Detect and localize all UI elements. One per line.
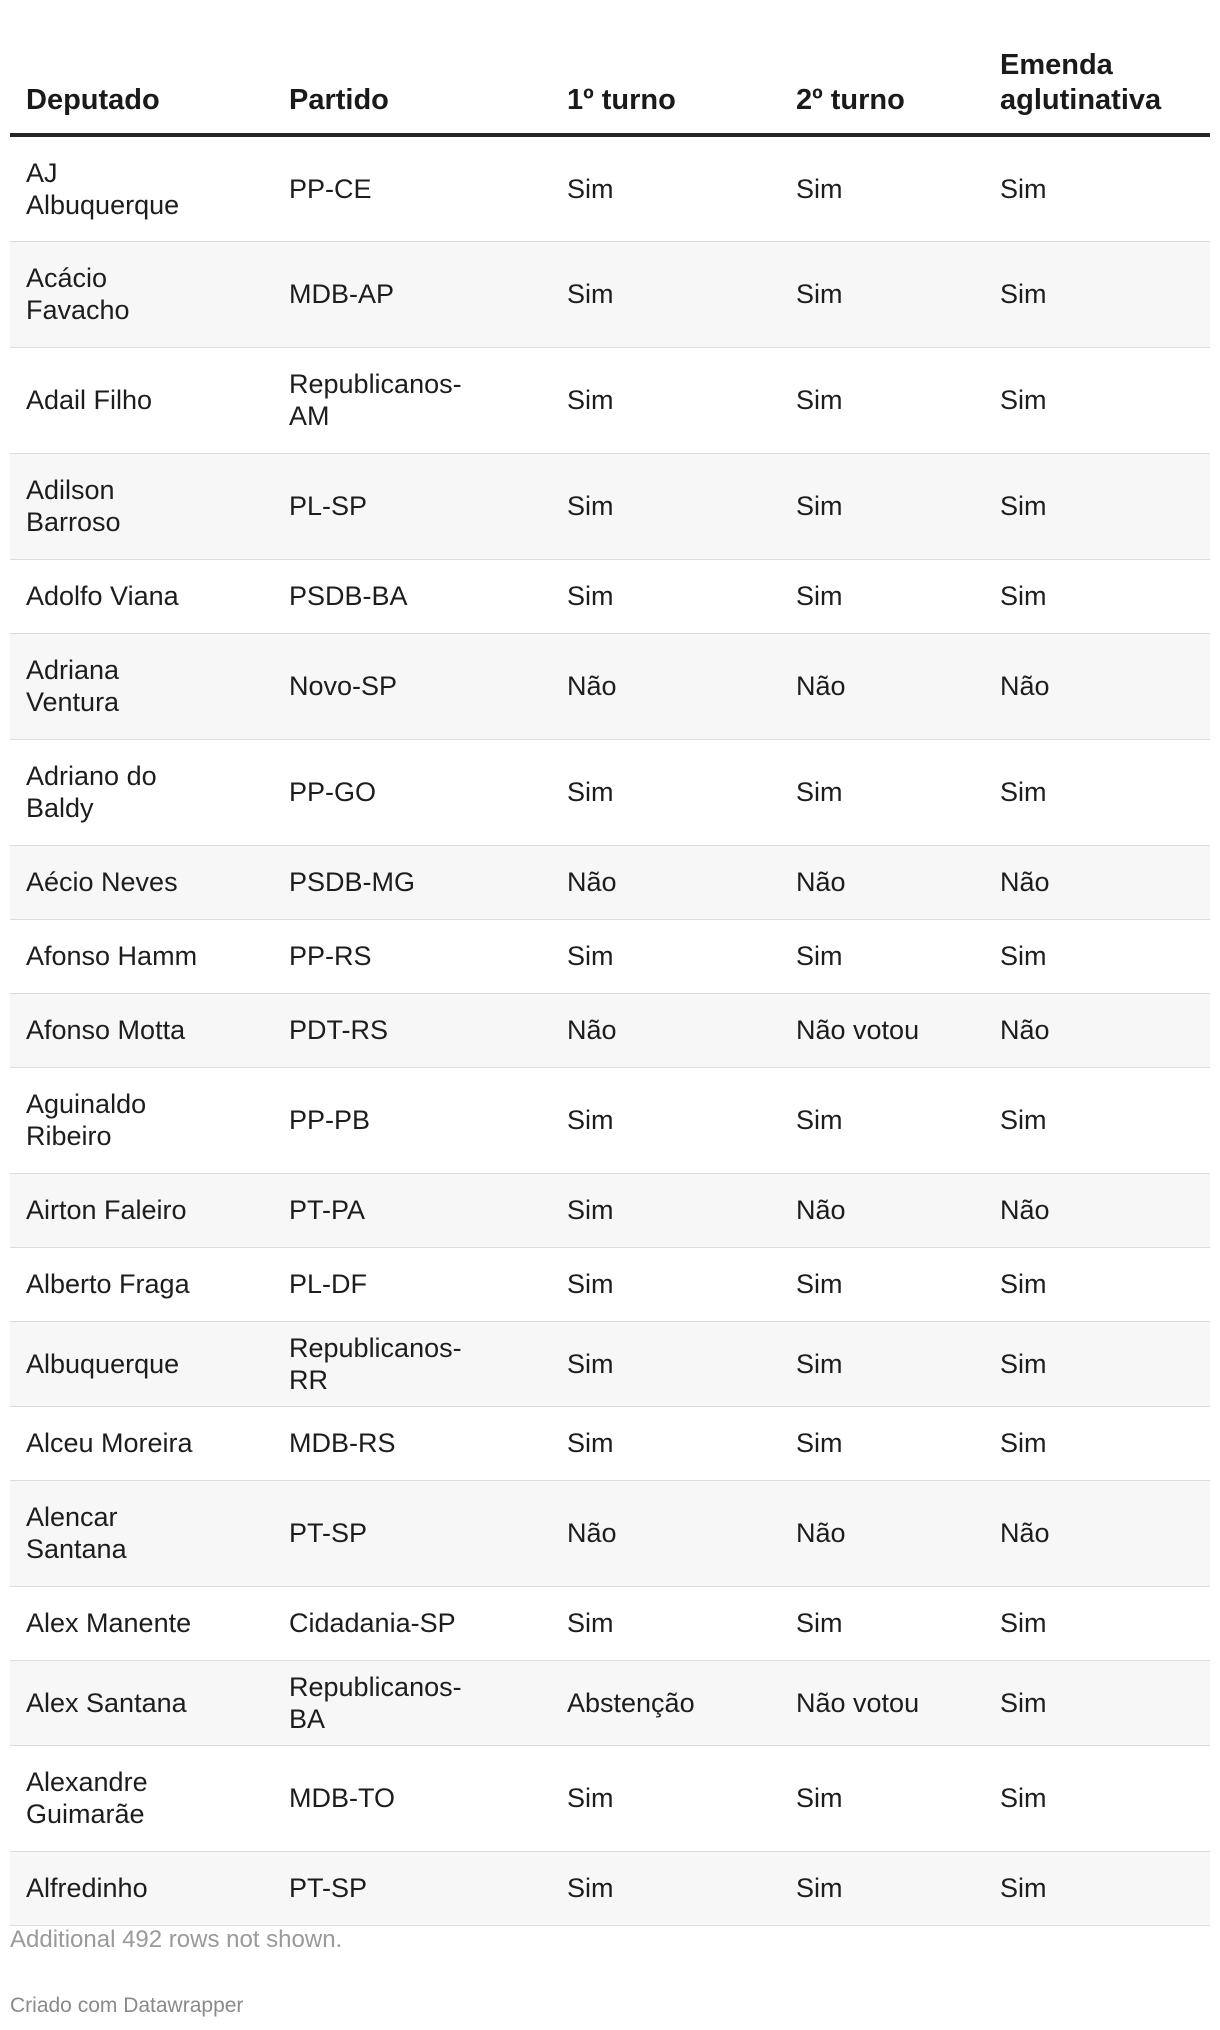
column-header-1-turno[interactable]: 1º turno — [551, 40, 780, 135]
table-row — [10, 993, 1210, 1067]
cell-emenda-aglutinativa: Sim — [984, 1586, 1210, 1660]
cell-primeiro-turno: Sim — [551, 559, 780, 633]
cell-partido: PSDB-MG — [273, 845, 551, 919]
table-row — [10, 559, 1210, 633]
cell-primeiro-turno: Não — [551, 993, 780, 1067]
table-row — [10, 739, 1210, 845]
cell-deputado: Aguinaldo Ribeiro — [10, 1067, 273, 1173]
cell-emenda-aglutinativa: Sim — [984, 135, 1210, 241]
column-header-emenda-aglutinativa[interactable]: Emenda aglutinativa — [984, 40, 1210, 135]
table-row — [10, 845, 1210, 919]
cell-primeiro-turno: Sim — [551, 1321, 780, 1406]
cell-emenda-aglutinativa: Sim — [984, 559, 1210, 633]
table-row — [10, 1660, 1210, 1745]
cell-partido: PT-PA — [273, 1173, 551, 1247]
cell-primeiro-turno: Sim — [551, 1745, 780, 1851]
table-row — [10, 633, 1210, 739]
cell-primeiro-turno: Sim — [551, 1247, 780, 1321]
cell-segundo-turno: Sim — [780, 1586, 984, 1660]
cell-emenda-aglutinativa: Sim — [984, 1745, 1210, 1851]
cell-emenda-aglutinativa: Não — [984, 1173, 1210, 1247]
cell-deputado: Adail Filho — [10, 347, 273, 453]
cell-primeiro-turno: Sim — [551, 453, 780, 559]
cell-segundo-turno: Sim — [780, 453, 984, 559]
cell-partido: PP-PB — [273, 1067, 551, 1173]
cell-primeiro-turno: Abstenção — [551, 1660, 780, 1745]
cell-primeiro-turno: Sim — [551, 347, 780, 453]
table-row — [10, 1745, 1210, 1851]
cell-emenda-aglutinativa: Sim — [984, 739, 1210, 845]
cell-emenda-aglutinativa: Sim — [984, 1851, 1210, 1925]
cell-segundo-turno: Não votou — [780, 993, 984, 1067]
cell-segundo-turno: Sim — [780, 1067, 984, 1173]
cell-deputado: Alencar Santana — [10, 1480, 273, 1586]
cell-emenda-aglutinativa: Sim — [984, 919, 1210, 993]
cell-partido: Republicanos-BA — [273, 1660, 551, 1745]
cell-primeiro-turno: Sim — [551, 919, 780, 993]
cell-deputado: Alex Santana — [10, 1660, 273, 1745]
cell-deputado: Adriano do Baldy — [10, 739, 273, 845]
cell-partido: PP-RS — [273, 919, 551, 993]
table-row — [10, 1586, 1210, 1660]
column-header-deputado[interactable]: Deputado — [10, 40, 273, 135]
votes-table — [10, 40, 1210, 1926]
cell-emenda-aglutinativa: Não — [984, 993, 1210, 1067]
table-row — [10, 1406, 1210, 1480]
cell-segundo-turno: Sim — [780, 1406, 984, 1480]
cell-emenda-aglutinativa: Sim — [984, 1660, 1210, 1745]
column-header-2-turno[interactable]: 2º turno — [780, 40, 984, 135]
cell-deputado: AJ Albuquerque — [10, 135, 273, 241]
cell-primeiro-turno: Não — [551, 1480, 780, 1586]
cell-segundo-turno: Sim — [780, 559, 984, 633]
cell-segundo-turno: Não — [780, 633, 984, 739]
cell-segundo-turno: Sim — [780, 241, 984, 347]
table-row — [10, 1247, 1210, 1321]
table-body — [10, 135, 1210, 1925]
cell-segundo-turno: Não votou — [780, 1660, 984, 1745]
cell-segundo-turno: Sim — [780, 919, 984, 993]
table-header-row — [10, 40, 1210, 135]
cell-segundo-turno: Sim — [780, 347, 984, 453]
table-row — [10, 919, 1210, 993]
cell-segundo-turno: Sim — [780, 1321, 984, 1406]
cell-segundo-turno: Sim — [780, 739, 984, 845]
cell-deputado: Aécio Neves — [10, 845, 273, 919]
cell-emenda-aglutinativa: Não — [984, 845, 1210, 919]
table-row — [10, 1851, 1210, 1925]
cell-partido: PL-SP — [273, 453, 551, 559]
cell-deputado: Alfredinho — [10, 1851, 273, 1925]
table-row — [10, 1480, 1210, 1586]
cell-deputado: Alberto Fraga — [10, 1247, 273, 1321]
cell-primeiro-turno: Sim — [551, 1406, 780, 1480]
cell-primeiro-turno: Não — [551, 845, 780, 919]
table-row — [10, 1173, 1210, 1247]
cell-deputado: Alceu Moreira — [10, 1406, 273, 1480]
cell-partido: MDB-RS — [273, 1406, 551, 1480]
table-row — [10, 241, 1210, 347]
cell-emenda-aglutinativa: Sim — [984, 1406, 1210, 1480]
cell-partido: PSDB-BA — [273, 559, 551, 633]
cell-emenda-aglutinativa: Sim — [984, 1247, 1210, 1321]
cell-primeiro-turno: Sim — [551, 1851, 780, 1925]
cell-segundo-turno: Sim — [780, 1851, 984, 1925]
cell-deputado: Alexandre Guimarãe — [10, 1745, 273, 1851]
cell-primeiro-turno: Sim — [551, 739, 780, 845]
cell-emenda-aglutinativa: Sim — [984, 241, 1210, 347]
cell-partido: PT-SP — [273, 1480, 551, 1586]
cell-segundo-turno: Sim — [780, 135, 984, 241]
cell-primeiro-turno: Sim — [551, 1067, 780, 1173]
column-header-partido[interactable]: Partido — [273, 40, 551, 135]
cell-deputado: Adolfo Viana — [10, 559, 273, 633]
table-row — [10, 347, 1210, 453]
cell-emenda-aglutinativa: Sim — [984, 453, 1210, 559]
cell-primeiro-turno: Sim — [551, 1586, 780, 1660]
cell-segundo-turno: Sim — [780, 1745, 984, 1851]
cell-partido: PP-CE — [273, 135, 551, 241]
cell-primeiro-turno: Sim — [551, 1173, 780, 1247]
cell-partido: PP-GO — [273, 739, 551, 845]
cell-deputado: Airton Faleiro — [10, 1173, 273, 1247]
cell-emenda-aglutinativa: Sim — [984, 1321, 1210, 1406]
table-row — [10, 453, 1210, 559]
cell-partido: Novo-SP — [273, 633, 551, 739]
cell-deputado: Acácio Favacho — [10, 241, 273, 347]
cell-deputado: Afonso Motta — [10, 993, 273, 1067]
table-row — [10, 135, 1210, 241]
cell-segundo-turno: Sim — [780, 1247, 984, 1321]
cell-emenda-aglutinativa: Não — [984, 633, 1210, 739]
datawrapper-credit: Criado com Datawrapper — [10, 1994, 244, 2017]
table-notes: Additional 492 rows not shown. — [10, 1926, 343, 1953]
cell-segundo-turno: Não — [780, 1173, 984, 1247]
cell-deputado: Alex Manente — [10, 1586, 273, 1660]
cell-emenda-aglutinativa: Sim — [984, 1067, 1210, 1173]
cell-segundo-turno: Não — [780, 1480, 984, 1586]
cell-partido: Cidadania-SP — [273, 1586, 551, 1660]
cell-partido: PL-DF — [273, 1247, 551, 1321]
cell-partido: MDB-TO — [273, 1745, 551, 1851]
cell-deputado: Afonso Hamm — [10, 919, 273, 993]
cell-partido: PT-SP — [273, 1851, 551, 1925]
cell-emenda-aglutinativa: Sim — [984, 347, 1210, 453]
cell-partido: PDT-RS — [273, 993, 551, 1067]
cell-partido: MDB-AP — [273, 241, 551, 347]
cell-deputado: Adriana Ventura — [10, 633, 273, 739]
cell-primeiro-turno: Não — [551, 633, 780, 739]
table-row — [10, 1067, 1210, 1173]
cell-deputado: Adilson Barroso — [10, 453, 273, 559]
cell-partido: Republicanos-RR — [273, 1321, 551, 1406]
table-row — [10, 1321, 1210, 1406]
cell-segundo-turno: Não — [780, 845, 984, 919]
cell-deputado: Albuquerque — [10, 1321, 273, 1406]
cell-primeiro-turno: Sim — [551, 241, 780, 347]
cell-primeiro-turno: Sim — [551, 135, 780, 241]
cell-emenda-aglutinativa: Não — [984, 1480, 1210, 1586]
cell-partido: Republicanos-AM — [273, 347, 551, 453]
